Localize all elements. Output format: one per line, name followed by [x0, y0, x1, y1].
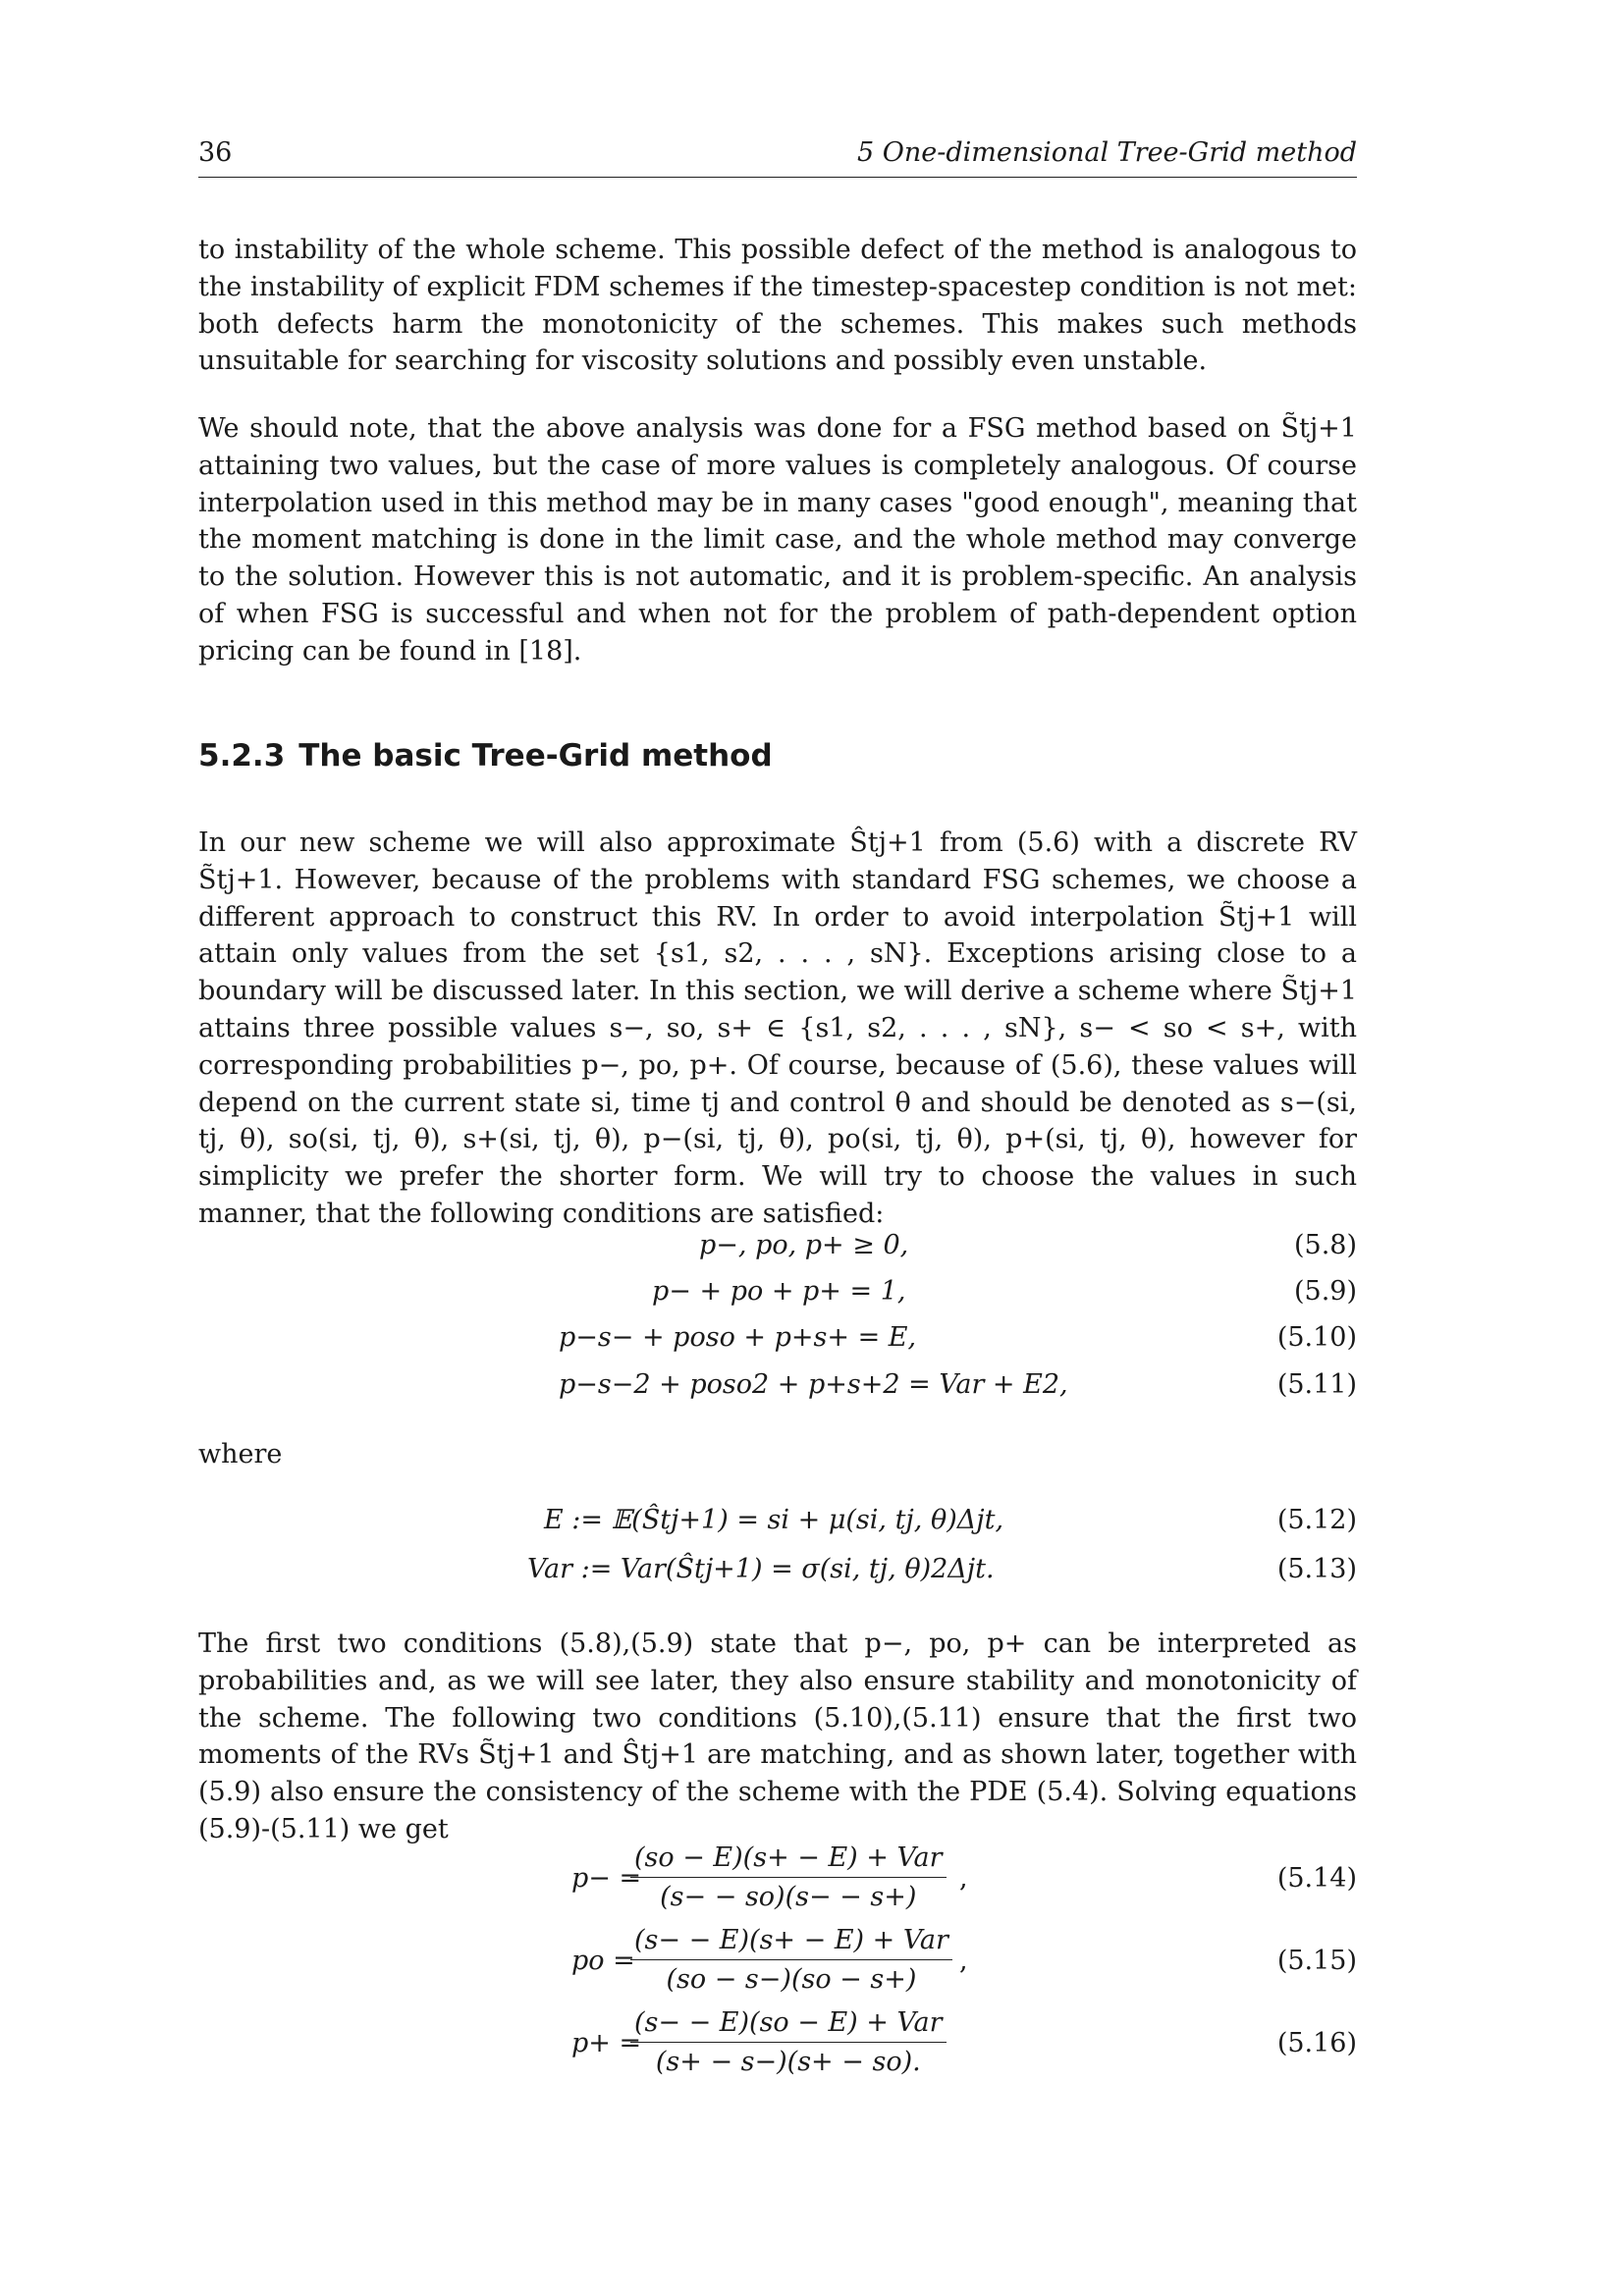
running-header [198, 137, 1357, 178]
paragraph-new-scheme: In our new scheme we will also approximate Ŝtj+1 from (5.6) with a discrete RV S̃tj+1. However, because of the problems with standard FSG schemes, we choose a different approach to construct this RV. In order to avoid interpolation S̃tj+1 will attain only values from the set {s1, s2, . . . , sN}. Exceptions arising close to a boundary will be discussed later. In this section, we will derive a scheme where S̃tj+1 attains three possible values s−, so, s+ ∈ {s1, s2, . . . , sN}, s− < so < s+, with corresponding probabilities p−, po, p+. Of course, because of (5.6), these values will depend on the current state si, time tj and control θ and should be denoted as s−(si, tj, θ), so(si, tj, θ), s+(si, tj, θ), p−(si, tj, θ), po(si, tj, θ), p+(si, tj, θ), however for simplicity we prefer the shorter form. We will try to choose the values in such manner, that the following conditions are satisfied: [198, 828, 1357, 1229]
equation-5-11 [198, 1369, 1357, 1409]
equation-tail: , [959, 1863, 968, 1894]
equation-lhs: p− = [571, 1863, 642, 1894]
equation-5-9 [198, 1276, 1357, 1315]
equation-number: (5.16) [1276, 2028, 1357, 2058]
section-title: The basic Tree-Grid method [298, 738, 773, 774]
denominator: (s− − so)(s− − s+) [660, 1882, 917, 1912]
equation-fraction [630, 1842, 947, 1912]
paragraph-instability: to instability of the whole scheme. This possible defect of the method is analogous to the instability of explicit FDM schemes if the timestep-spacestep condition is not met: both defects harm the monotonicity of the schemes. This makes such methods unsuitable for searching for viscosity solutions and possibly even unstable. [198, 235, 1357, 377]
equation-lhs: po = [571, 1946, 635, 1976]
equation-5-12 [198, 1505, 1357, 1544]
equation-number: (5.12) [1276, 1505, 1357, 1535]
equation-5-10 [198, 1322, 1357, 1362]
where-text: where [198, 1439, 283, 1469]
numerator: (s− − E)(so − E) + Var [630, 2007, 947, 2043]
equation-body: p−, po, p+ ≥ 0, [699, 1230, 909, 1260]
equation-number: (5.8) [1293, 1230, 1357, 1260]
equation-body: E := 𝔼(Ŝtj+1) = si + μ(si, tj, θ)Δjt, [544, 1505, 1004, 1535]
equation-body: p− + po + p+ = 1, [652, 1276, 906, 1307]
equation-tail: , [959, 1946, 968, 1976]
denominator: (s+ − s−)(s+ − so). [655, 2047, 921, 2077]
section-number: 5.2.3 [198, 738, 286, 774]
equation-number: (5.15) [1276, 1946, 1357, 1976]
equation-fraction [630, 2007, 947, 2077]
equation-5-15 [198, 1925, 1357, 2007]
page-number: 36 [198, 137, 233, 168]
equation-body: p−s− + poso + p+s+ = E, [559, 1322, 917, 1353]
equation-fraction [630, 1925, 952, 1995]
equation-5-8 [198, 1230, 1357, 1269]
paragraph-conditions: The first two conditions (5.8),(5.9) state that p−, po, p+ can be interpreted as probabilities and, as we will see later, they also ensure stability and monotonicity of the scheme. The following two conditions (5.10),(5.11) ensure that the first two moments of the RVs S̃tj+1 and Ŝtj+1 are matching, and as shown later, together with (5.9) also ensure the consistency of the scheme with the PDE (5.4). Solving equations (5.9)-(5.11) we get [198, 1629, 1357, 1844]
equation-lhs: p+ = [571, 2028, 642, 2058]
equation-body: Var := Var(Ŝtj+1) = σ(si, tj, θ)2Δjt. [527, 1554, 995, 1584]
equation-number: (5.9) [1293, 1276, 1357, 1307]
equation-5-13 [198, 1554, 1357, 1593]
numerator: (s− − E)(s+ − E) + Var [630, 1925, 952, 1960]
numerator: (so − E)(s+ − E) + Var [630, 1842, 947, 1878]
equation-body: p−s−2 + poso2 + p+s+2 = Var + E2, [559, 1369, 1068, 1400]
equation-number: (5.11) [1276, 1369, 1357, 1400]
chapter-title: 5 One-dimensional Tree-Grid method [856, 137, 1357, 168]
section-heading [198, 738, 786, 774]
equation-number: (5.10) [1276, 1322, 1357, 1353]
equation-number: (5.13) [1276, 1554, 1357, 1584]
paragraph-fsg-note: We should note, that the above analysis was done for a FSG method based on S̃tj+1 attaining two values, but the case of more values is completely analogous. Of course interpolation used in this method may be in many cases "good enough", meaning that the moment matching is done in the limit case, and the whole method may converge to the solution. However this is not automatic, and it is problem-specific. An analysis of when FSG is successful and when not for the problem of path-dependent option pricing can be found in [18]. [198, 413, 1357, 667]
denominator: (so − s−)(so − s+) [666, 1964, 917, 1995]
equation-5-14 [198, 1842, 1357, 1925]
equation-5-16 [198, 2007, 1357, 2090]
equation-number: (5.14) [1276, 1863, 1357, 1894]
